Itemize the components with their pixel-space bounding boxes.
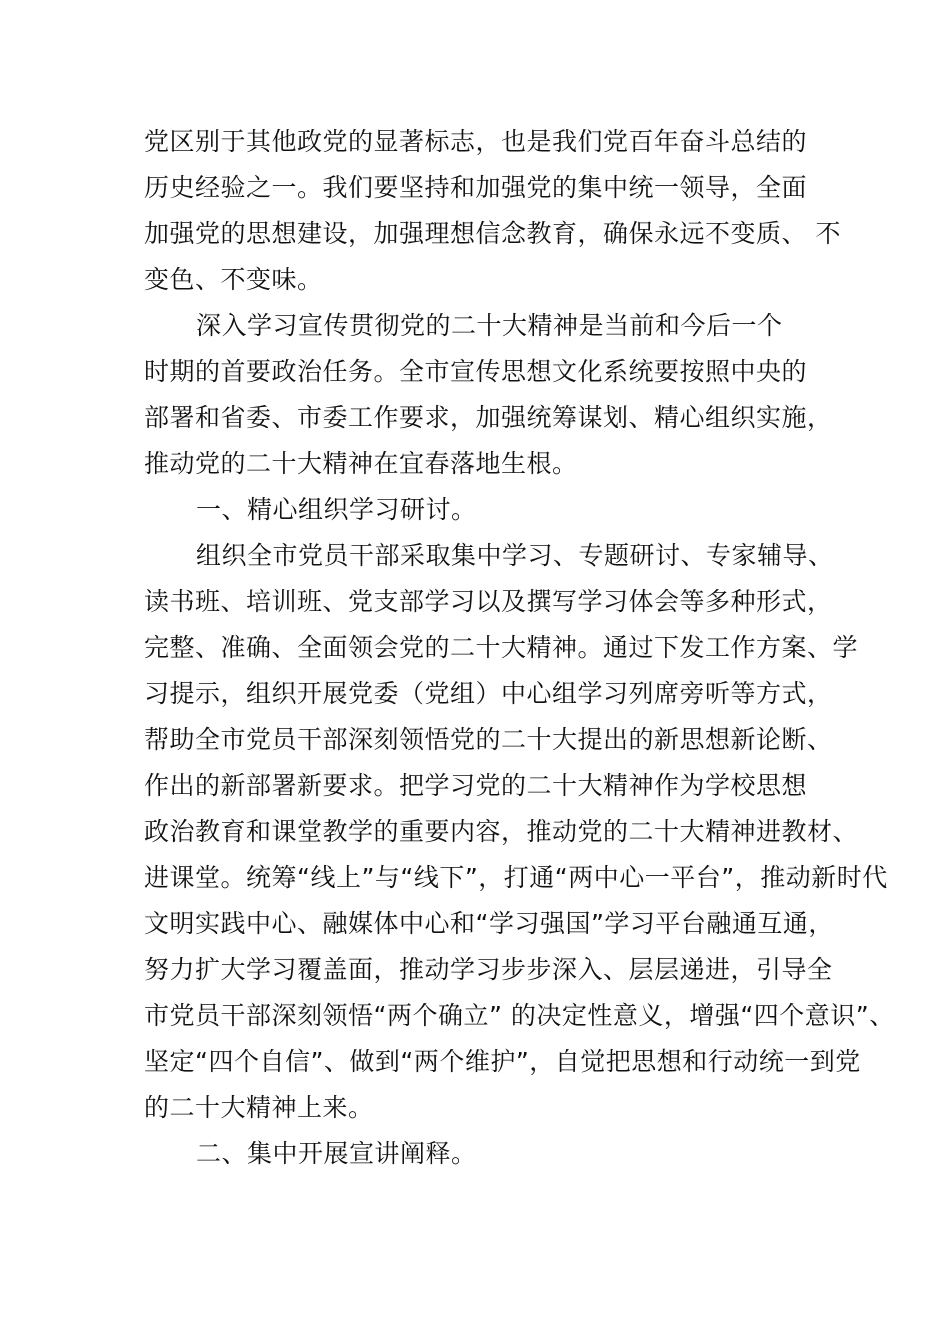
text-line: 党区别于其他政党的显著标志，也是我们党百年奋斗总结的	[144, 127, 808, 156]
text-line: 历史经验之一。我们要坚持和加强党的集中统一领导，全面	[144, 173, 808, 202]
paragraph-start: 深入学习宣传贯彻党的二十大精神是当前和今后一个	[196, 311, 783, 340]
text-line: 变色、不变味。	[144, 265, 323, 294]
text-line: 时期的首要政治任务。全市宣传思想文化系统要按照中央的	[144, 357, 808, 386]
text-line: 部署和省委、市委工作要求，加强统筹谋划、精心组织实施，	[144, 403, 833, 432]
text-line: 作出的新部署新要求。把学习党的二十大精神作为学校思想	[144, 771, 808, 800]
text-line: 习提示，组织开展党委（党组）中心组学习列席旁听等方式，	[144, 679, 833, 708]
text-line: 坚定“四个自信”、做到“两个维护”，自觉把思想和行动统一到党	[144, 1047, 861, 1076]
text-line: 完整、准确、全面领会党的二十大精神。通过下发工作方案、学	[144, 633, 859, 662]
text-line: 的二十大精神上来。	[144, 1093, 374, 1122]
section-heading-2: 二、集中开展宣讲阐释。	[196, 1139, 477, 1168]
text-line: 加强党的思想建设，加强理想信念教育，确保永远不变质、 不	[144, 219, 841, 248]
text-line: 推动党的二十大精神在宜春落地生根。	[144, 449, 578, 478]
section-heading-1: 一、精心组织学习研讨。	[196, 495, 477, 524]
text-line: 政治教育和课堂教学的重要内容，推动党的二十大精神进教材、	[144, 817, 859, 846]
text-line: 读书班、培训班、党支部学习以及撰写学习体会等多种形式，	[144, 587, 833, 616]
text-line: 文明实践中心、融媒体中心和“学习强国”学习平台融通互通，	[144, 909, 834, 938]
text-line: 进课堂。统筹“线上”与“线下”，打通“两中心一平台”，推动新时代	[144, 863, 888, 892]
text-line: 帮助全市党员干部深刻领悟党的二十大提出的新思想新论断、	[144, 725, 833, 754]
text-line: 市党员干部深刻领悟“两个确立” 的决定性意义，增强“四个意识”、	[144, 1001, 895, 1030]
paragraph-start: 组织全市党员干部采取集中学习、专题研讨、专家辅导、	[196, 541, 834, 570]
text-line: 努力扩大学习覆盖面，推动学习步步深入、层层递进，引导全	[144, 955, 833, 984]
